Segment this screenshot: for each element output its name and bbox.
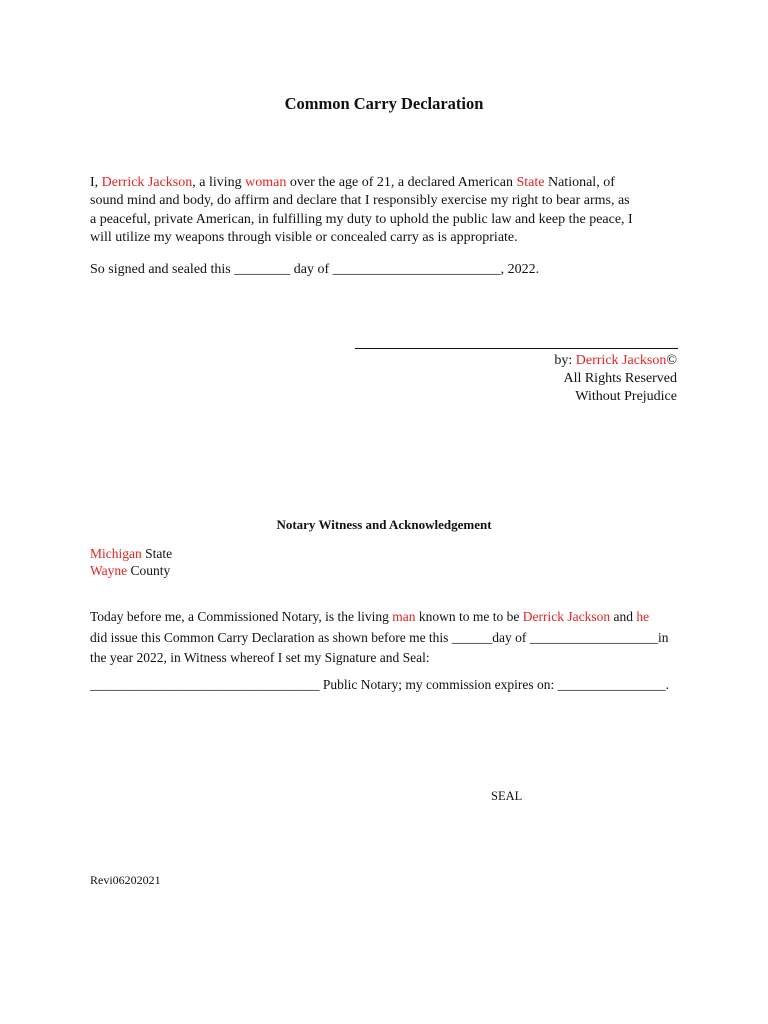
notary-line-2: did issue this Common Carry Declaration as shown before me this ______day of ___________________in <box>90 629 669 645</box>
county-label: County <box>127 562 171 578</box>
line1-end: National, of <box>544 175 615 190</box>
declarant-gender: woman <box>245 175 287 190</box>
notary-signature-line: __________________________________ Public Notary; my commission expires on: ________________. <box>90 677 669 692</box>
notary-para-start: Today before me, a Commissioned Notary, is the living <box>90 609 393 624</box>
declaration-line-1 <box>90 174 680 192</box>
venue-state <box>90 546 172 563</box>
declarant-name: Derrick Jackson <box>101 175 193 190</box>
signed-by-line <box>554 352 677 370</box>
declaration-paragraph <box>90 174 680 248</box>
declaration-line-3: a peaceful, private American, in fulfilling my duty to uphold the public law and keep the peace, I <box>90 211 633 227</box>
intro-text: I, <box>90 175 102 190</box>
venue-county <box>90 563 172 580</box>
subject-name: Derrick Jackson <box>522 609 611 624</box>
without-prejudice: Without Prejudice <box>575 389 677 404</box>
notary-gender: man <box>392 609 416 624</box>
signature-block <box>554 352 677 406</box>
notary-heading: Notary Witness and Acknowledgement <box>276 517 492 532</box>
declaration-line-4: will utilize my weapons through visible or concealed carry as is appropriate. <box>90 230 518 246</box>
text-after-gender: over the age of 21, a declared American <box>286 175 517 190</box>
notary-line-3: the year 2022, in Witness whereof I set my Signature and Seal: <box>90 650 430 665</box>
by-prefix: by: <box>554 353 576 368</box>
subject-pronoun: he <box>636 609 650 624</box>
rights-reserved: All Rights Reserved <box>563 371 677 386</box>
signature-line <box>355 348 678 349</box>
text-after-name: , a living <box>192 175 246 190</box>
notary-para-and: and <box>610 609 637 624</box>
status-word: State <box>516 175 545 190</box>
notary-para-mid: known to me to be <box>415 609 523 624</box>
venue-block <box>90 546 172 579</box>
state-name: Michigan <box>90 546 142 561</box>
county-name: Wayne <box>90 562 128 578</box>
notary-line-1 <box>90 607 669 628</box>
signer-name: Derrick Jackson <box>575 353 667 368</box>
state-label: State <box>141 546 173 561</box>
signed-and-sealed-line: So signed and sealed this ________ day of ________________________, 2022. <box>90 262 540 277</box>
document-title: Common Carry Declaration <box>284 94 484 113</box>
copyright-mark: © <box>666 353 677 368</box>
notary-paragraph <box>90 607 669 669</box>
seal-label: SEAL <box>491 789 523 803</box>
declaration-line-2: sound mind and body, do affirm and declare that I responsibly exercise my right to bear arms, as <box>90 193 630 209</box>
revision-code: Revi06202021 <box>90 873 161 887</box>
